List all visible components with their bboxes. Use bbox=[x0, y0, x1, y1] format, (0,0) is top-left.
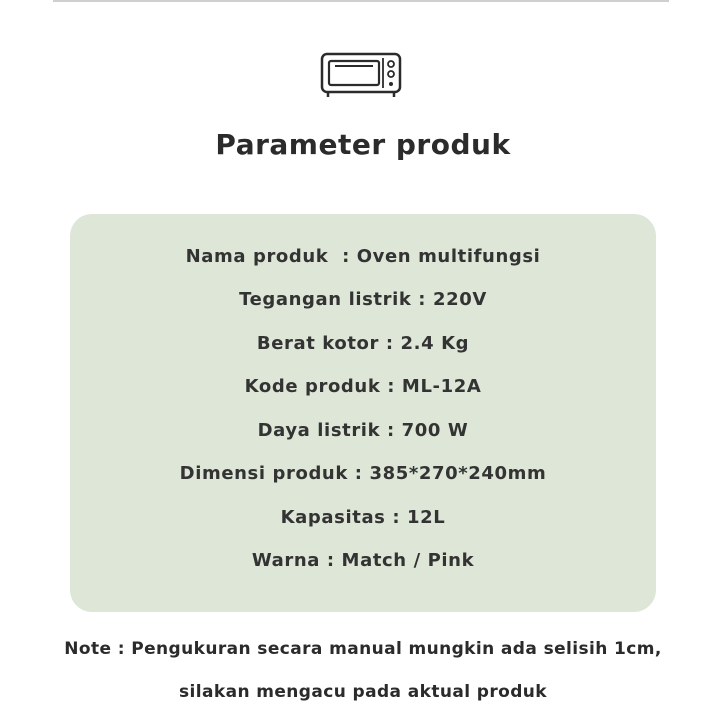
note-line-2: silakan mengacu pada aktual produk bbox=[179, 682, 547, 702]
oven-icon bbox=[320, 52, 402, 98]
page-title: Parameter produk bbox=[215, 128, 511, 161]
param-power: Daya listrik : 700 W bbox=[257, 420, 469, 441]
note-line-1: Note : Pengukuran secara manual mungkin ada selisih 1cm, bbox=[64, 639, 662, 659]
param-dimensions: Dimensi produk : 385*270*240mm bbox=[179, 463, 547, 484]
param-product-code: Kode produk : ML-12A bbox=[244, 376, 482, 397]
parameter-panel bbox=[70, 214, 656, 612]
param-capacity: Kapasitas : 12L bbox=[280, 507, 446, 528]
top-divider bbox=[53, 0, 669, 2]
param-voltage: Tegangan listrik : 220V bbox=[239, 289, 487, 310]
param-gross-weight: Berat kotor : 2.4 Kg bbox=[256, 333, 470, 354]
param-color: Warna : Match / Pink bbox=[251, 550, 475, 571]
param-product-name: Nama produk : Oven multifungsi bbox=[185, 246, 541, 267]
